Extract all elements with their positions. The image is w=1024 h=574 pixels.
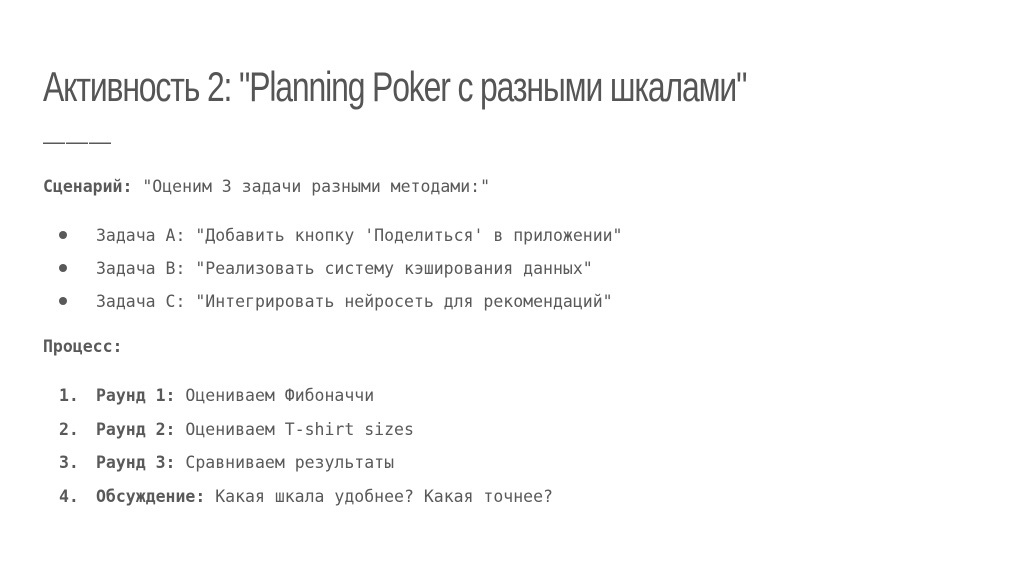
step-text: Оцениваем Фибоначчи	[175, 386, 375, 405]
step-label: Обсуждение:	[96, 486, 206, 506]
step-number: 3.	[59, 453, 79, 472]
scenario-line	[43, 175, 490, 199]
scenario-text: "Оценим 3 задачи разными методами:"	[132, 177, 491, 196]
list-item	[43, 418, 553, 452]
list-item	[43, 257, 623, 290]
task-text: Задача A: "Добавить кнопку 'Поделиться' в приложении"	[96, 226, 623, 245]
scenario-label: Сценарий:	[43, 177, 133, 196]
step-label: Раунд 3:	[96, 453, 176, 472]
step-number: 1.	[59, 386, 79, 405]
list-item	[43, 384, 553, 418]
bullet-dot-icon	[59, 297, 67, 305]
task-text: Задача B: "Реализовать систему кэширования данных"	[96, 259, 593, 278]
step-number: 4.	[59, 486, 79, 506]
list-item	[43, 224, 623, 257]
process-steps-list	[43, 384, 553, 518]
list-item	[43, 485, 553, 519]
title-divider: ———	[43, 129, 112, 154]
process-heading: Процесс:	[43, 337, 123, 356]
step-text: Какая шкала удобнее? Какая точнее?	[205, 486, 553, 506]
step-text: Оцениваем T-shirt sizes	[175, 419, 414, 439]
task-text: Задача C: "Интегрировать нейросеть для рекомендаций"	[96, 292, 613, 311]
task-list	[43, 224, 623, 323]
bullet-dot-icon	[59, 264, 67, 272]
step-number: 2.	[59, 419, 79, 439]
slide-title: Активность 2: "Planning Poker с разными шкалами"	[43, 63, 747, 110]
step-label: Раунд 2:	[96, 419, 176, 439]
bullet-dot-icon	[59, 231, 67, 239]
list-item	[43, 451, 553, 485]
list-item	[43, 290, 623, 323]
step-label: Раунд 1:	[96, 386, 176, 405]
step-text: Сравниваем результаты	[175, 453, 395, 472]
